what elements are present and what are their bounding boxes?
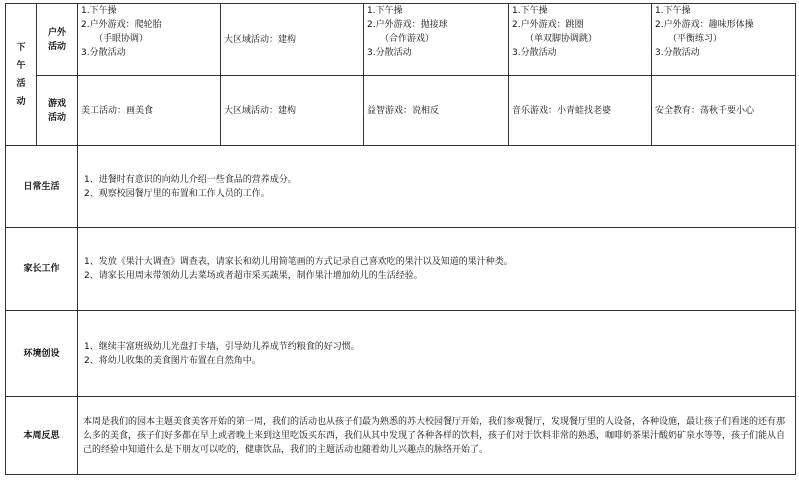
outdoor-line: 1.下午操 — [655, 6, 691, 16]
afternoon-label — [6, 4, 37, 146]
daily-life-label: 日常生活 — [6, 146, 78, 228]
afternoon-outdoor-row — [6, 4, 796, 76]
weekly-plan-table — [5, 3, 796, 475]
outdoor-line: 3.分散活动 — [512, 48, 557, 58]
outdoor-line: 大区域活动：建构 — [224, 34, 297, 45]
outdoor-day-cell — [509, 4, 652, 76]
outdoor-day-cell — [78, 4, 221, 76]
outdoor-line: 2.户外游戏：趣味形体操 — [655, 20, 754, 30]
reflection-text: 本周是我们的园本主题美食美客开始的第一周，我们的活动也从孩子们最为熟悉的苏大校园餐厅开始，我们参观餐厅，发现餐厅里的人设备，各种设施，最让孩子们看迷的还有那么多的美食，孩子们好多都在早上或者晚上来到这里吃饭买东西，我们从其中发现了各种各样的饮料，孩子们对于饮料非常的熟悉，咖啡奶茶果汁酸奶矿泉水等等，孩子们能从自己的经验中知道什么是下朋友可以吃的，健康饮品，我们的主题活动也随着幼儿兴趣点的脉络开始了。 — [78, 397, 796, 475]
daily-life-item: 2、观察校园餐厅里的布置和工作人员的工作。 — [84, 188, 270, 199]
game-day-cell: 美工活动：画美食 — [78, 76, 221, 146]
outdoor-line: 3.分散活动 — [367, 48, 412, 58]
parent-work-item: 2、请家长用周末带领幼儿去菜场或者超市采买蔬果，制作果汁增加幼儿的生活经验。 — [84, 271, 423, 281]
reflection-row — [6, 397, 796, 475]
afternoon-label-char: 动 — [16, 96, 26, 107]
game-activity-label — [37, 76, 78, 146]
daily-life-row — [6, 146, 796, 228]
outdoor-line: 2.户外游戏：跳圈 — [512, 20, 584, 30]
afternoon-games-row — [6, 76, 796, 146]
outdoor-line: 1.下午操 — [367, 6, 403, 16]
game-label-line: 游戏 — [47, 98, 66, 109]
environment-content — [78, 311, 796, 397]
parent-work-row — [6, 228, 796, 311]
outdoor-line: 1.下午操 — [512, 6, 548, 16]
environment-row — [6, 311, 796, 397]
afternoon-label-char: 活 — [16, 78, 26, 89]
outdoor-day-cell — [221, 4, 364, 76]
reflection-label: 本周反思 — [6, 397, 78, 475]
outdoor-activity-label — [37, 4, 78, 76]
outdoor-line: （单双脚协调跳） — [525, 34, 598, 44]
game-day-cell: 音乐游戏：小青蛙找老婆 — [509, 76, 652, 146]
outdoor-line: （合作游戏） — [380, 34, 435, 44]
environment-label: 环境创设 — [6, 311, 78, 397]
outdoor-line: （平衡练习） — [668, 34, 723, 44]
afternoon-label-char: 下 — [16, 42, 26, 53]
outdoor-label-line: 户外 — [47, 27, 66, 38]
outdoor-line: （手眼协调） — [94, 34, 149, 44]
outdoor-line: 2.户外游戏：爬轮胎 — [81, 20, 162, 30]
outdoor-label-line: 活动 — [47, 41, 66, 52]
game-day-cell: 安全教育：荡秋千要小心 — [652, 76, 796, 146]
afternoon-label-char: 午 — [16, 60, 26, 71]
parent-work-item: 1、发放《果汁大调查》调查表，请家长和幼儿用简笔画的方式记录自己喜欢吃的果汁以及知道的果汁种类。 — [84, 257, 513, 267]
daily-life-content — [78, 146, 796, 228]
outdoor-day-cell — [364, 4, 509, 76]
game-day-cell: 益智游戏：说相反 — [364, 76, 509, 146]
game-label-line: 活动 — [47, 112, 66, 123]
outdoor-day-cell — [652, 4, 796, 76]
outdoor-line: 3.分散活动 — [655, 48, 700, 58]
daily-life-item: 1、进餐时有意识的向幼儿介绍一些食品的营养成分。 — [84, 174, 297, 185]
game-day-cell: 大区域活动：建构 — [221, 76, 364, 146]
outdoor-line: 1.下午操 — [81, 6, 117, 16]
environment-item: 2、将幼儿收集的美食图片布置在自然角中。 — [84, 355, 261, 366]
outdoor-line: 2.户外游戏：抛接球 — [367, 20, 448, 30]
environment-item: 1、继续丰富班级幼儿光盘打卡墙，引导幼儿养成节约粮食的好习惯。 — [84, 341, 360, 352]
parent-work-label: 家长工作 — [6, 228, 78, 311]
outdoor-line: 3.分散活动 — [81, 48, 126, 58]
parent-work-content — [78, 228, 796, 311]
